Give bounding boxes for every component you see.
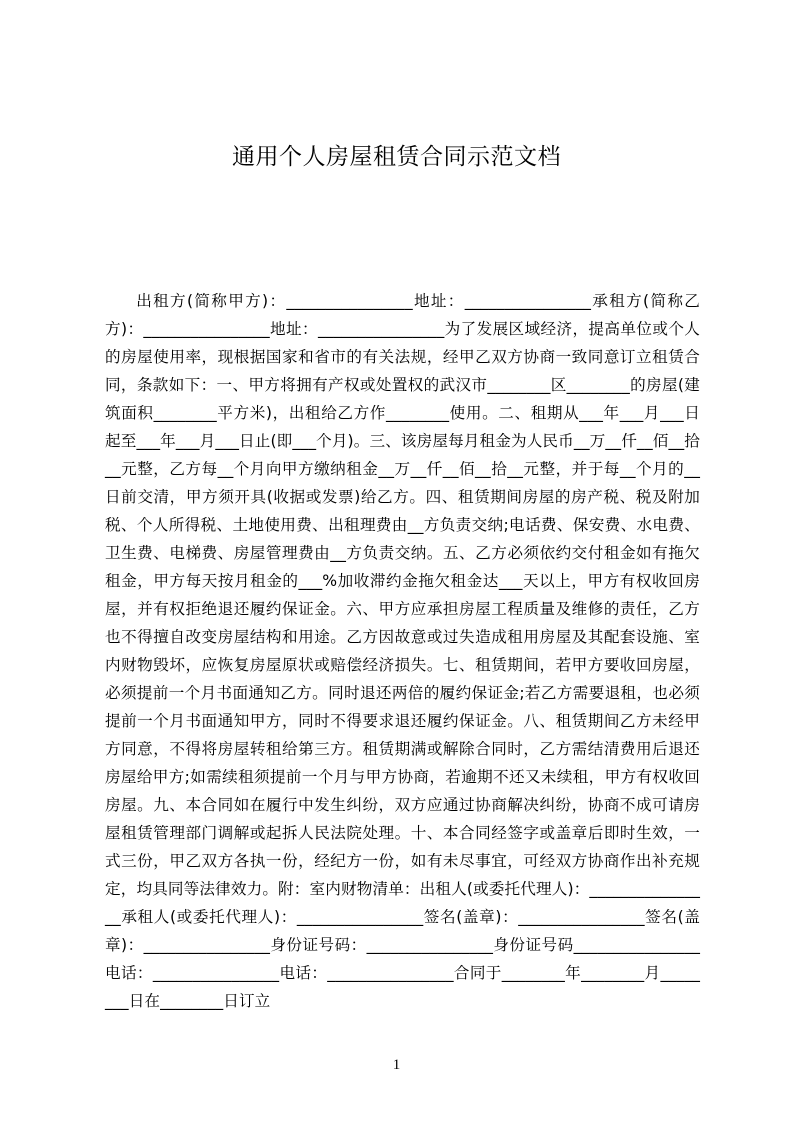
document-title: 通用个人房屋租赁合同示范文档 (232, 144, 561, 170)
contract-body-paragraph: 出租方(简称甲方)：________________地址：________________承租方(简称乙方)：________________地址：________________为了发展区域经济，提高单位或个人的房屋使用率，现根据国家和省市的有关法规，经甲乙双方协商一致同意订立租赁合同，条款如下：一、甲方将拥有产权或处置权的武汉市________区________的房屋(建筑面积________平方米)，出租给乙方作________使用。二、租期从___年___月___日起至___年___月___日止(即___个月)。三、该房屋每月租金为人民币__万__仟__佰__拾__元整，乙方每__个月向甲方缴纳租金__万__仟__佰__拾__元整，并于每__个月的__日前交清，甲方须开具(收据或发票)给乙方。四、租赁期间房屋的房产税、税及附加税、个人所得税、土地使用费、出租理费由__方负责交纳;电话费、保安费、水电费、卫生费、电梯费、房屋管理费由__方负责交纳。五、乙方必须依约交付租金如有拖欠租金，甲方每天按月租金的___%加收滞约金拖欠租金达___天以上，甲方有权收回房屋，并有权拒绝退还履约保证金。六、甲方应承担房屋工程质量及维修的责任，乙方也不得擅自改变房屋结构和用途。乙方因故意或过失造成租用房屋及其配套设施、室内财物毁坏，应恢复房屋原状或赔偿经济损失。七、租赁期间，若甲方要收回房屋，必须提前一个月书面通知乙方。同时退还两倍的履约保证金;若乙方需要退租，也必须提前一个月书面通知甲方，同时不得要求退还履约保证金。八、租赁期间乙方未经甲方同意，不得将房屋转租给第三方。租赁期满或解除合同时，乙方需结清费用后退还房屋给甲方;如需续租须提前一个月与甲方协商，若逾期不还又未续租，甲方有权收回房屋。九、本合同如在履行中发生纠纷，双方应通过协商解决纠纷，协商不成可请房屋租赁管理部门调解或起拆人民法院处理。十、本合同经签字或盖章后即时生效，一式三份，甲乙双方各执一份，经纪方一份，如有未尽事宜，可经双方协商作出补充规定，均具同等法律效力。附：室内财物清单：出租人(或委托代理人)：________________承租人(或委托代理人)：________________签名(盖章)：________________签名(盖章)：________________身份证号码：________________身份证号码________________电话：________________电话：________________合同于________年________月________日在________日订立 (105, 292, 700, 1010)
page-number: 1 (392, 1057, 401, 1073)
